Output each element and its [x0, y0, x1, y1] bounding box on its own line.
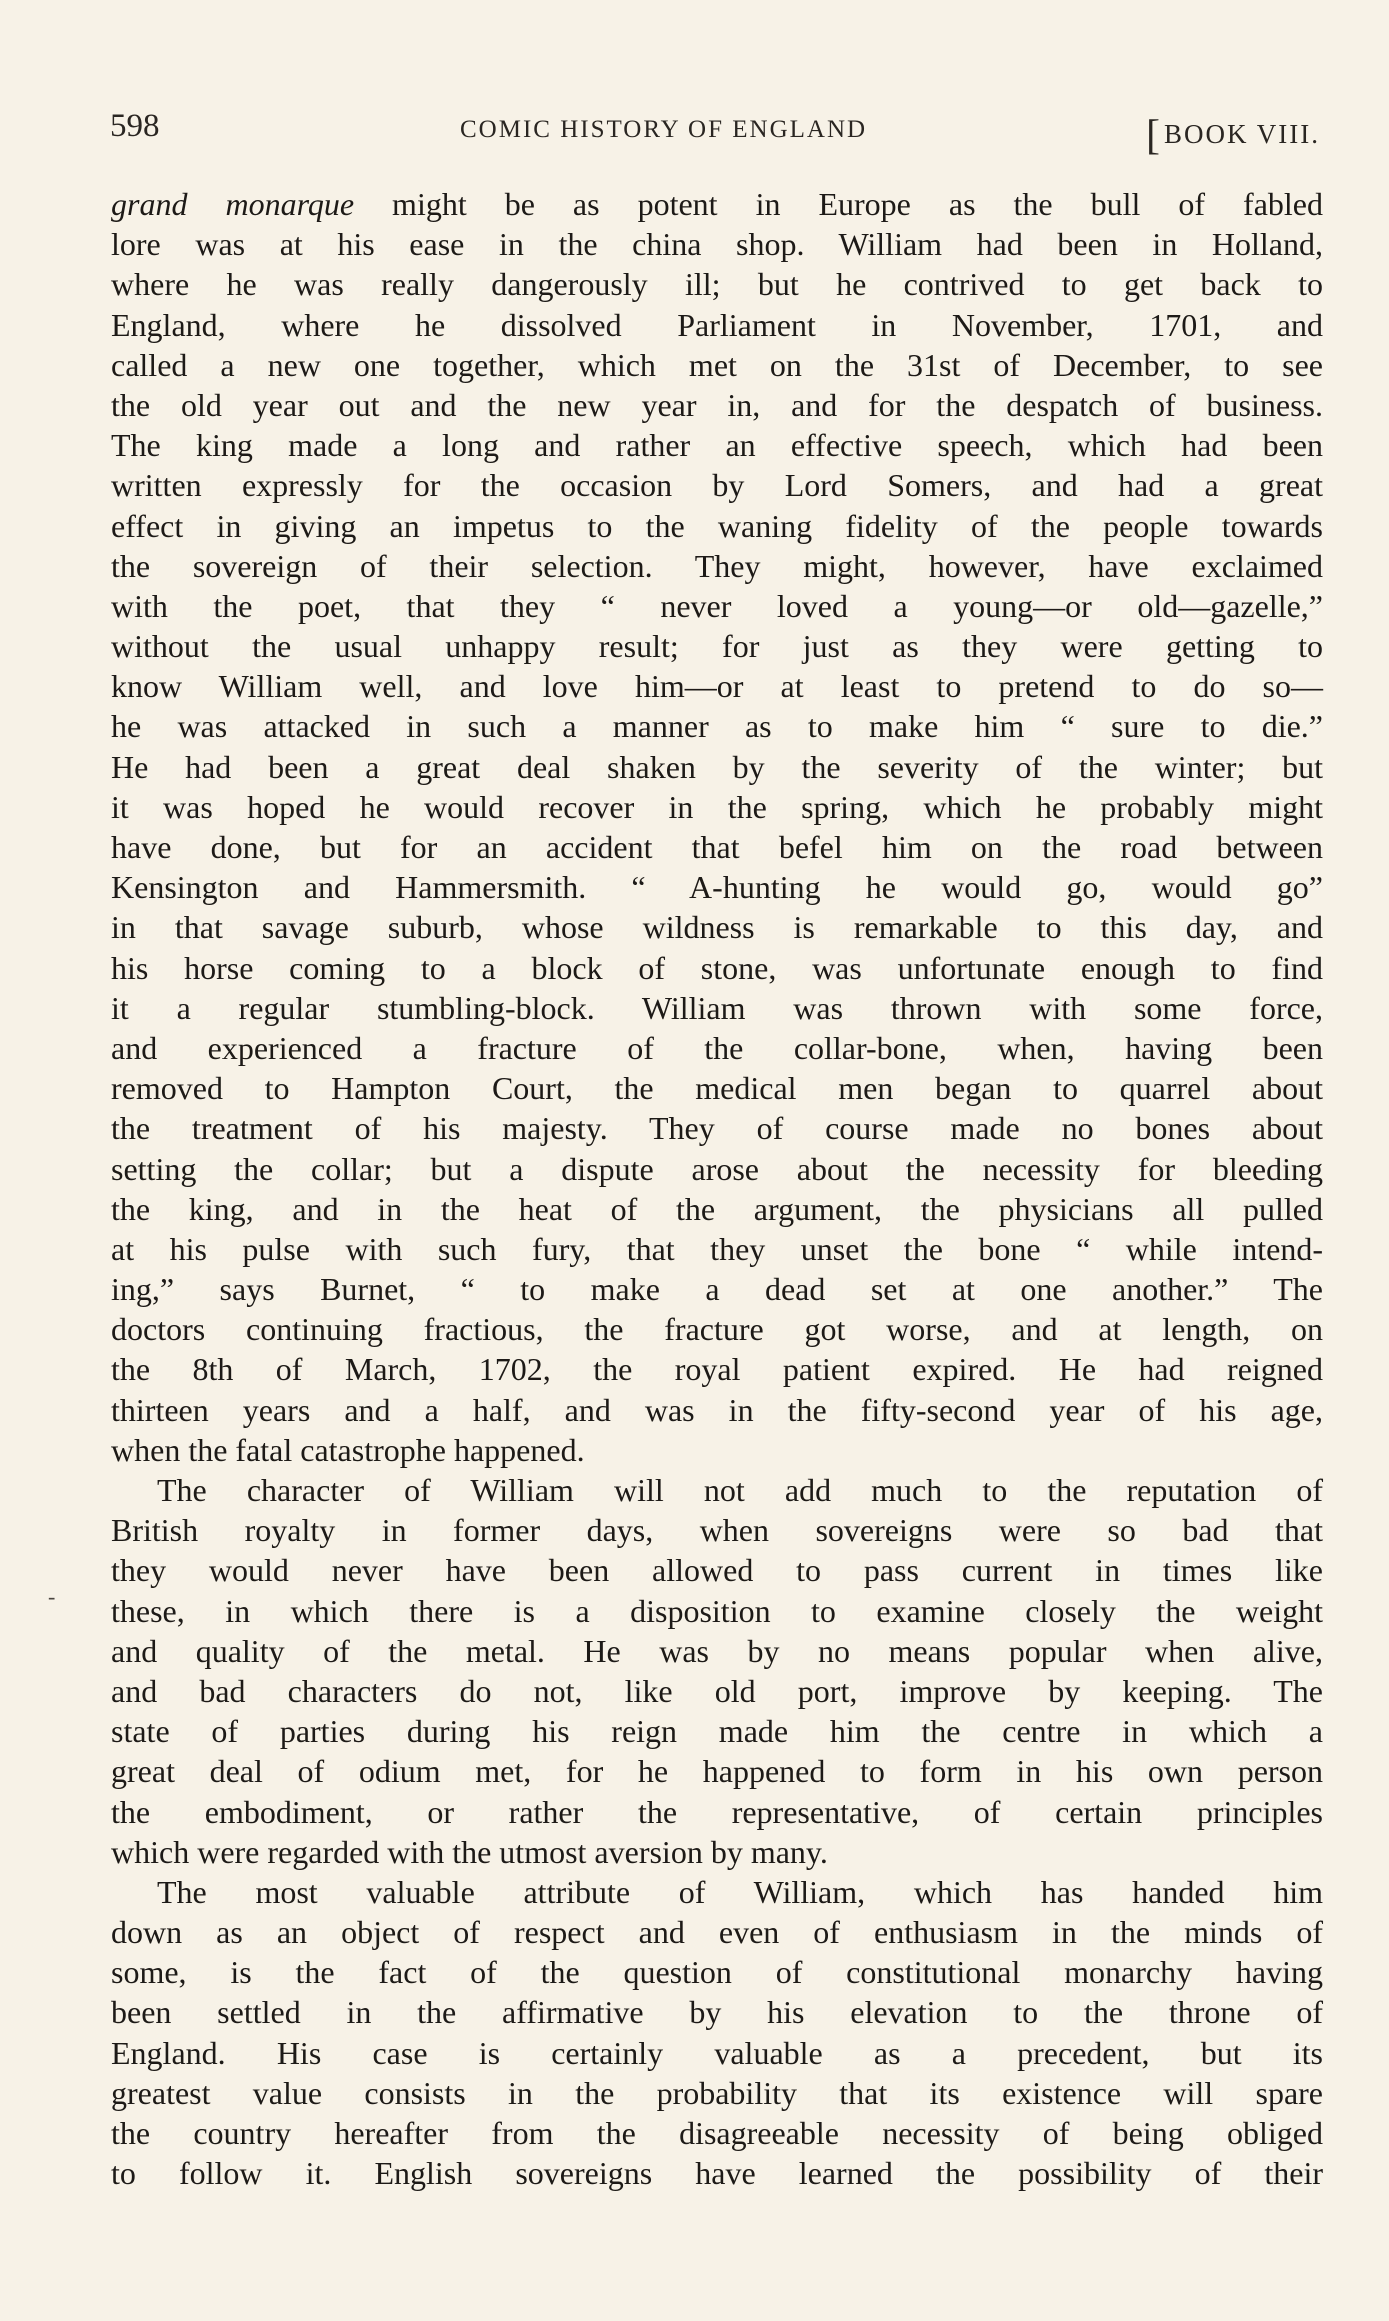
text-line [111, 907, 1323, 947]
line-text: written expressly for the occasion by Lord Somers, and had a great [111, 467, 1323, 504]
text-line [111, 305, 1323, 345]
line-text: state of parties during his reign made him the centre in which a [111, 1713, 1323, 1750]
book-number: BOOK VIII. [1164, 119, 1320, 149]
line-text: and experienced a fracture of the collar-bone, when, having been [111, 1029, 1323, 1066]
line-text: the embodiment, or rather the representative, of certain principles [111, 1793, 1323, 1830]
text-line [111, 1952, 1323, 1992]
line-text: The most valuable attribute of William, which has handed him [157, 1873, 1323, 1910]
text-line [111, 1912, 1323, 1952]
text-line [111, 546, 1323, 586]
line-text: to follow it. English sovereigns have learned the possibility of their [111, 2155, 1323, 2192]
line-text: thirteen years and a half, and was in the fifty-second year of his age, [111, 1391, 1323, 1428]
running-title: COMIC HISTORY OF ENGLAND [460, 116, 868, 143]
line-text: he was attacked in such a manner as to make him “ sure to die.” [111, 708, 1323, 745]
line-text: He had been a great deal shaken by the severity of the winter; but [111, 748, 1323, 785]
line-text: doctors continuing fractious, the fracture got worse, and at length, on [111, 1311, 1323, 1348]
line-text: England. His case is certainly valuable as a precedent, but its [111, 2034, 1323, 2071]
text-line [111, 948, 1323, 988]
text-line [111, 425, 1323, 465]
text-line [111, 1430, 1323, 1470]
text-line [111, 1309, 1323, 1349]
line-text: the sovereign of their selection. They might, however, have exclaimed [111, 547, 1323, 584]
line-text: which were regarded with the utmost aversion by many. [111, 1833, 828, 1870]
text-line [111, 827, 1323, 867]
text-line [111, 626, 1323, 666]
line-text: setting the collar; but a dispute arose about the necessity for bleeding [111, 1150, 1323, 1187]
line-text: England, where he dissolved Parliament in November, 1701, and [111, 306, 1323, 343]
page-number: 598 [110, 108, 160, 144]
text-line [111, 2153, 1323, 2193]
line-text: Kensington and Hammersmith. “ A-hunting he would go, would go” [111, 869, 1323, 906]
line-text: The character of William will not add much to the reputation of [157, 1472, 1323, 1508]
line-text: it a regular stumbling-block. William was thrown with some force, [111, 989, 1323, 1026]
text-line [111, 1832, 1323, 1872]
text-line [111, 1068, 1323, 1108]
line-text: they would never have been allowed to pass current in times like [111, 1552, 1323, 1589]
text-line [111, 1108, 1323, 1148]
text-line [111, 2113, 1323, 2153]
line-text: lore was at his ease in the china shop. William had been in Holland, [111, 226, 1323, 263]
italic-phrase: grand monarque [111, 186, 355, 222]
line-text: know William well, and love him—or at least to pretend to do so— [111, 668, 1323, 705]
text-line [111, 1189, 1323, 1229]
line-text: greatest value consists in the probability that its existence will spare [111, 2074, 1323, 2111]
text-line [111, 264, 1323, 304]
line-text: the treatment of his majesty. They of course made no bones about [111, 1110, 1323, 1147]
text-line [111, 184, 1323, 224]
body-text [111, 184, 1323, 2193]
line-text: at his pulse with such fury, that they unset the bone “ while intend- [111, 1230, 1323, 1267]
line-text: been settled in the affirmative by his elevation to the throne of [111, 1994, 1323, 2031]
text-line [111, 1390, 1323, 1430]
text-line [111, 1229, 1323, 1269]
text-line [111, 706, 1323, 746]
line-text: The king made a long and rather an effective speech, which had been [111, 427, 1323, 464]
line-text: his horse coming to a block of stone, was unfortunate enough to find [111, 949, 1323, 986]
text-line [111, 1269, 1323, 1309]
line-text: great deal of odium met, for he happened to form in his own person [111, 1753, 1323, 1790]
text-line [111, 867, 1323, 907]
text-line [111, 787, 1323, 827]
text-line [111, 224, 1323, 264]
text-line [111, 385, 1323, 425]
text-line [111, 1792, 1323, 1832]
text-line [111, 1349, 1323, 1389]
line-text: British royalty in former days, when sovereigns were so bad that [111, 1512, 1323, 1549]
line-text: where he was really dangerously ill; but he contrived to get back to [111, 266, 1323, 303]
line-text: might be as potent in Europe as the bull of fabled [354, 186, 1324, 222]
book-label [1146, 112, 1320, 160]
text-line [111, 345, 1323, 385]
margin-mark: - [48, 1584, 56, 1609]
text-line [111, 2073, 1323, 2113]
line-text: ing,” says Burnet, “ to make a dead set at one another.” The [111, 1271, 1323, 1308]
running-header [110, 108, 1320, 159]
line-text: down as an object of respect and even of enthusiasm in the minds of [111, 1914, 1323, 1951]
text-line [111, 666, 1323, 706]
line-text: it was hoped he would recover in the spring, which he probably might [111, 788, 1323, 825]
line-text: and bad characters do not, like old port, improve by keeping. The [111, 1672, 1323, 1709]
line-text: removed to Hampton Court, the medical men began to quarrel about [111, 1070, 1323, 1107]
text-line [111, 1510, 1323, 1550]
text-line [111, 747, 1323, 787]
line-text: effect in giving an impetus to the waning fidelity of the people towards [111, 507, 1323, 544]
line-text: with the poet, that they “ never loved a young—or old—gazelle,” [111, 587, 1323, 624]
text-line [111, 1711, 1323, 1751]
line-text: called a new one together, which met on the 31st of December, to see [111, 346, 1323, 383]
line-text: have done, but for an accident that befel him on the road between [111, 829, 1323, 865]
text-line [111, 586, 1323, 626]
line-text: these, in which there is a disposition to examine closely the weight [111, 1592, 1323, 1629]
text-line [111, 1992, 1323, 2032]
text-line [111, 1631, 1323, 1671]
line-text: some, is the fact of the question of constitutional monarchy having [111, 1954, 1323, 1991]
line-text: in that savage suburb, whose wildness is remarkable to this day, and [111, 909, 1323, 946]
text-line [111, 1751, 1323, 1791]
line-text: when the fatal catastrophe happened. [111, 1431, 585, 1468]
text-line [111, 1872, 1323, 1912]
text-line [111, 1028, 1323, 1068]
text-line [111, 1550, 1323, 1590]
text-line [111, 1671, 1323, 1711]
line-text: without the usual unhappy result; for just as they were getting to [111, 628, 1323, 665]
text-line [111, 1470, 1323, 1510]
text-line [111, 506, 1323, 546]
line-text: the 8th of March, 1702, the royal patient expired. He had reigned [111, 1351, 1323, 1388]
book-bracket: [ [1146, 113, 1162, 159]
text-line [111, 1149, 1323, 1189]
line-text: the country hereafter from the disagreeable necessity of being obliged [111, 2115, 1323, 2151]
text-line [111, 2033, 1323, 2073]
line-text: and quality of the metal. He was by no means popular when alive, [111, 1632, 1323, 1669]
text-line [111, 1591, 1323, 1631]
text-line [111, 465, 1323, 505]
text-line [111, 988, 1323, 1028]
line-text: the old year out and the new year in, and for the despatch of business. [111, 386, 1323, 423]
line-text: the king, and in the heat of the argument, the physicians all pulled [111, 1190, 1323, 1227]
